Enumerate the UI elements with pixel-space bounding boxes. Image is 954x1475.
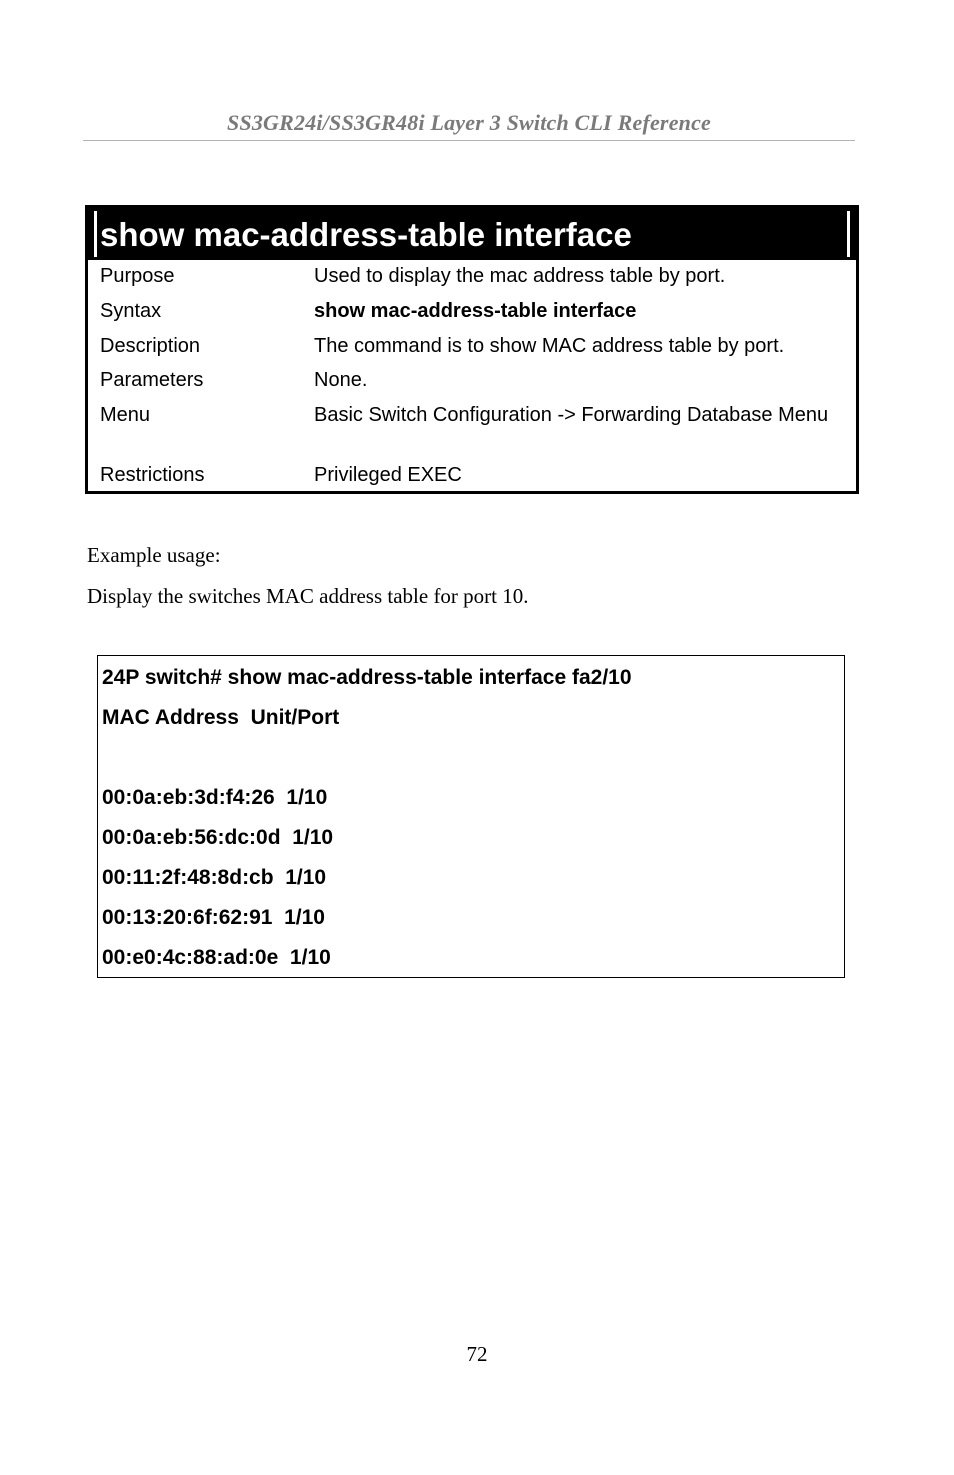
table-row-parameters bbox=[88, 368, 856, 403]
title-bar-left-edge bbox=[94, 211, 97, 257]
command-title-bar bbox=[88, 208, 856, 260]
mac-entry: 00:0a:eb:56:dc:0d 1/10 bbox=[102, 826, 334, 849]
row-value: None. bbox=[314, 369, 368, 391]
mac-entry: 00:11:2f:48:8d:cb 1/10 bbox=[102, 866, 327, 889]
row-value: show mac-address-table interface bbox=[314, 300, 637, 322]
row-value: Basic Switch Configuration -> Forwarding Database Menu bbox=[314, 404, 829, 426]
table-row-syntax bbox=[88, 299, 856, 334]
row-value: Privileged EXEC bbox=[314, 464, 462, 486]
title-bar-right-edge bbox=[847, 211, 850, 257]
table-row-menu bbox=[88, 403, 856, 463]
row-label: Purpose bbox=[100, 265, 175, 287]
table-row-description bbox=[88, 334, 856, 368]
command-title: show mac-address-table interface bbox=[100, 216, 632, 253]
mac-entry: 00:0a:eb:3d:f4:26 1/10 bbox=[102, 786, 328, 809]
row-label: Syntax bbox=[100, 300, 162, 322]
command-rows bbox=[88, 264, 856, 493]
table-row-purpose bbox=[88, 264, 856, 299]
row-label: Restrictions bbox=[100, 464, 205, 486]
row-value: Used to display the mac address table by port. bbox=[314, 265, 726, 287]
mac-entry: 00:13:20:6f:62:91 1/10 bbox=[102, 906, 325, 929]
example-command-line: 24P switch# show mac-address-table interface fa2/10 bbox=[102, 666, 632, 689]
row-label: Description bbox=[100, 335, 201, 357]
row-label: Parameters bbox=[100, 369, 204, 391]
example-column-header: MAC Address Unit/Port bbox=[102, 706, 340, 729]
table-row-restrictions bbox=[88, 463, 856, 493]
example-description: Display the switches MAC address table for port 10. bbox=[87, 584, 529, 608]
row-label: Menu bbox=[100, 404, 151, 426]
example-output-box bbox=[97, 655, 845, 978]
row-value: The command is to show MAC address table by port. bbox=[314, 335, 785, 357]
command-reference-table bbox=[85, 205, 859, 494]
example-heading: Example usage: bbox=[87, 543, 221, 567]
mac-entry: 00:e0:4c:88:ad:0e 1/10 bbox=[102, 946, 331, 969]
running-header: SS3GR24i/SS3GR48i Layer 3 Switch CLI Reference bbox=[226, 110, 712, 135]
page-number: 72 bbox=[466, 1342, 488, 1366]
header-divider bbox=[83, 140, 855, 141]
